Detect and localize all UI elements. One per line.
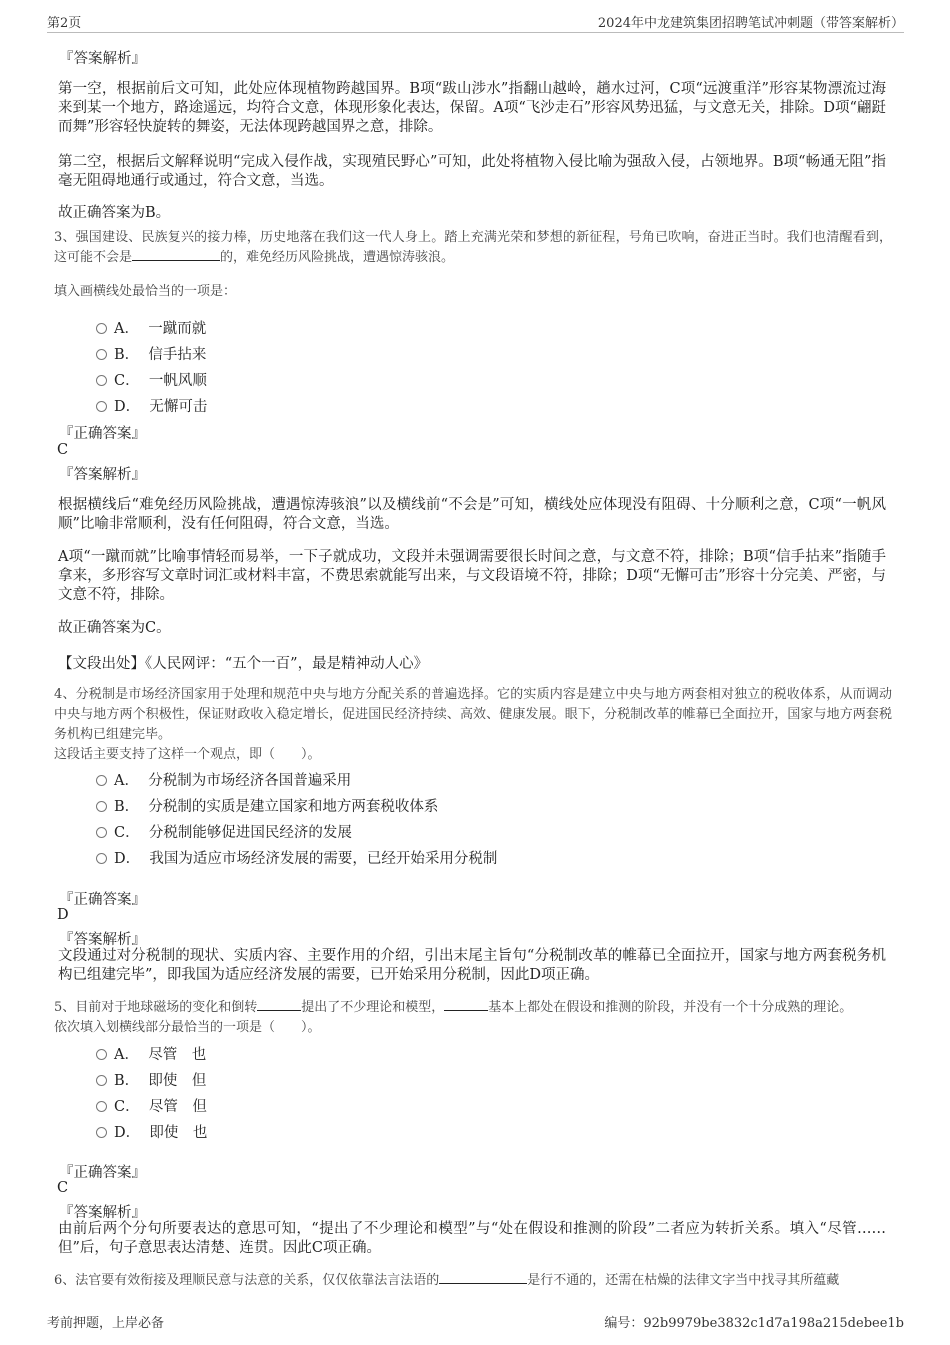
document-id: 编号：92b9979be3832c1d7a198a215debee1b: [604, 1316, 904, 1331]
q3-option-a[interactable]: [96, 317, 206, 338]
q2-analysis-p2: 第二空，根据后文解释说明“完成入侵作战，实现殖民野心”可知，此处将植物入侵比喻为强敌入侵，占领地界。B项“畅通无阻”指毫无阻碍地通行或通过，符合文意，当选。: [58, 154, 886, 189]
radio-icon[interactable]: [96, 401, 107, 412]
q4-correct-label: 『正确答案』: [59, 892, 146, 908]
option-text: 一蹴而就: [148, 321, 207, 337]
option-letter: B．: [114, 347, 140, 363]
option-text: 即使 但: [148, 1073, 207, 1089]
q2-conclusion: 故正确答案为B。: [58, 205, 171, 221]
document-title: 2024年中龙建筑集团招聘笔试冲刺题（带答案解析）: [597, 16, 904, 31]
radio-icon[interactable]: [96, 349, 107, 360]
q4-option-b[interactable]: [96, 795, 438, 816]
q3-source: 【文段出处】《人民网评：“五个一百”，最是精神动人心》: [58, 656, 429, 672]
radio-icon[interactable]: [96, 1101, 107, 1112]
q6-stem-text-b: 是行不通的，还需在枯燥的法律文字当中找寻其所蕴藏: [527, 1273, 840, 1288]
radio-icon[interactable]: [96, 1127, 107, 1138]
option-letter: A．: [114, 773, 139, 789]
q4-analysis-p1: 文段通过对分税制的现状、实质内容、主要作用的介绍，引出末尾主旨句“分税制改革的帷幕已全面拉开，国家与地方两套税务机构已组建完毕”，即我国为适应经济发展的需要，已开始采用分税制，因此D项正确。: [58, 948, 886, 983]
q3-stem: [54, 228, 892, 268]
option-letter: D．: [114, 851, 141, 867]
option-letter: A．: [114, 1047, 139, 1063]
radio-icon[interactable]: [96, 323, 107, 334]
q3-stem-text-b: 的，难免经历风险挑战，遭遇惊涛骇浪。: [220, 250, 455, 265]
q5-option-a[interactable]: [96, 1043, 206, 1064]
radio-icon[interactable]: [96, 827, 107, 838]
q5-stem-text-c: 基本上都处在假设和推测的阶段，并没有一个十分成熟的理论。: [488, 1000, 853, 1015]
option-letter: A．: [114, 321, 139, 337]
radio-icon[interactable]: [96, 1049, 107, 1060]
q4-stem: 4、分税制是市场经济国家用于处理和规范中央与地方分配关系的普遍选择。它的实质内容是建立中央与地方两套相对独立的税收体系，从而调动中央与地方两个积极性，保证财政收入稳定增长，促进国民经济持续、高效、健康发展。眼下，分税制改革的帷幕已全面拉开，国家与地方两套税务机构已组建完毕。: [54, 687, 892, 742]
q5-stem-text-a: 5、目前对于地球磁场的变化和倒转: [54, 1000, 258, 1015]
q6-stem: [54, 1271, 892, 1291]
radio-icon[interactable]: [96, 801, 107, 812]
option-text: 分税制的实质是建立国家和地方两套税收体系: [148, 799, 439, 815]
option-text: 分税制为市场经济各国普遍采用: [148, 773, 352, 789]
option-letter: C．: [114, 1099, 140, 1115]
option-text: 尽管 但: [148, 1099, 207, 1115]
radio-icon[interactable]: [96, 375, 107, 386]
q3-correct-label: 『正确答案』: [59, 426, 146, 442]
option-text: 我国为适应市场经济发展的需要，已经开始采用分税制: [149, 851, 498, 867]
q3-prompt: 填入画横线处最恰当的一项是：: [54, 284, 237, 299]
option-text: 分税制能够促进国民经济的发展: [148, 825, 352, 841]
option-letter: B．: [114, 1073, 140, 1089]
q3-analysis-p2: A项“一蹴而就”比喻事情轻而易举，一下子就成功，文段并未强调需要很长时间之意，与文意不符，排除；B项“信手拈来”指随手拿来，多形容写文章时词汇或材料丰富，不费思索就能写出来，与文段语境不符，排除；D项“无懈可击”形容十分完美、严密，与文意不符，排除。: [58, 549, 886, 603]
radio-icon[interactable]: [96, 775, 107, 786]
page-header: [47, 12, 904, 33]
q3-option-b[interactable]: [96, 343, 206, 364]
q2-analysis-label: 『答案解析』: [59, 51, 146, 67]
q5-correct-label: 『正确答案』: [59, 1165, 146, 1181]
q4-prompt: 这段话主要支持了这样一个观点，即（ ）。: [54, 747, 321, 762]
q4-option-d[interactable]: [96, 847, 497, 868]
page-number: 第2页: [47, 16, 82, 31]
option-letter: C．: [114, 825, 140, 841]
q5-blank-1: [257, 998, 301, 1011]
q5-analysis-p1: 由前后两个分句所要表达的意思可知，“提出了不少理论和模型”与“处在假设和推测的阶段”二者应为转折关系。填入“尽管……但”后，句子意思表达清楚、连贯。因此C项正确。: [58, 1221, 886, 1256]
q3-option-c[interactable]: [96, 369, 207, 390]
q3-analysis-p1: 根据横线后“难免经历风险挑战，遭遇惊涛骇浪”以及横线前“不会是”可知，横线处应体现没有阻碍、十分顺利之意，C项“一帆风顺”比喻非常顺利，没有任何阻碍，符合文意，当选。: [58, 497, 886, 532]
option-letter: D．: [114, 399, 141, 415]
option-text: 无懈可击: [149, 399, 208, 415]
q3-conclusion: 故正确答案为C。: [58, 620, 171, 636]
q5-option-b[interactable]: [96, 1069, 206, 1090]
q3-blank: [132, 248, 220, 261]
q4-analysis-label: 『答案解析』: [59, 932, 146, 948]
option-text: 信手拈来: [148, 347, 207, 363]
q5-blank-2: [444, 998, 488, 1011]
page-footer: [47, 1312, 904, 1331]
q5-option-c[interactable]: [96, 1095, 207, 1116]
option-text: 即使 也: [149, 1125, 208, 1141]
q5-prompt: 依次填入划横线部分最恰当的一项是（ ）。: [54, 1020, 321, 1035]
q5-answer: C: [57, 1180, 69, 1196]
q2-analysis-p1: 第一空，根据前后文可知，此处应体现植物跨越国界。B项“跋山涉水”指翻山越岭，趟水过河，C项“远渡重洋”形容某物漂流过海来到某一个地方，路途遥远，均符合文意，体现形象化表达，保留。A项“飞沙走石”形容风势迅猛，与文意无关，排除。D项“翩跹而舞”形容轻快旋转的舞姿，无法体现跨越国界之意，排除。: [58, 81, 886, 135]
q5-stem-text-b: 提出了不少理论和模型，: [301, 1000, 445, 1015]
q5-analysis-label: 『答案解析』: [59, 1205, 146, 1221]
option-letter: C．: [114, 373, 140, 389]
q4-option-c[interactable]: [96, 821, 352, 842]
q4-answer: D: [57, 907, 69, 923]
q3-stem-text-a: 3、强国建设、民族复兴的接力棒，历史地落在我们这一代人身上。踏上充满光荣和梦想的新征程，号角已吹响，奋进正当时。我们也清醒看到，这可能不会是: [54, 230, 892, 265]
q5-option-d[interactable]: [96, 1121, 207, 1142]
footer-slogan: 考前押题，上岸必备: [47, 1316, 165, 1331]
radio-icon[interactable]: [96, 853, 107, 864]
q6-stem-text-a: 6、法官要有效衔接及理顺民意与法意的关系，仅仅依靠法言法语的: [54, 1273, 440, 1288]
option-text: 尽管 也: [148, 1047, 207, 1063]
q3-analysis-label: 『答案解析』: [59, 467, 146, 483]
q4-option-a[interactable]: [96, 769, 351, 790]
q5-stem: [54, 998, 892, 1018]
option-text: 一帆风顺: [148, 373, 207, 389]
radio-icon[interactable]: [96, 1075, 107, 1086]
q3-option-d[interactable]: [96, 395, 207, 416]
q3-answer: C: [57, 442, 69, 458]
option-letter: B．: [114, 799, 140, 815]
q6-blank: [439, 1271, 527, 1284]
option-letter: D．: [114, 1125, 141, 1141]
